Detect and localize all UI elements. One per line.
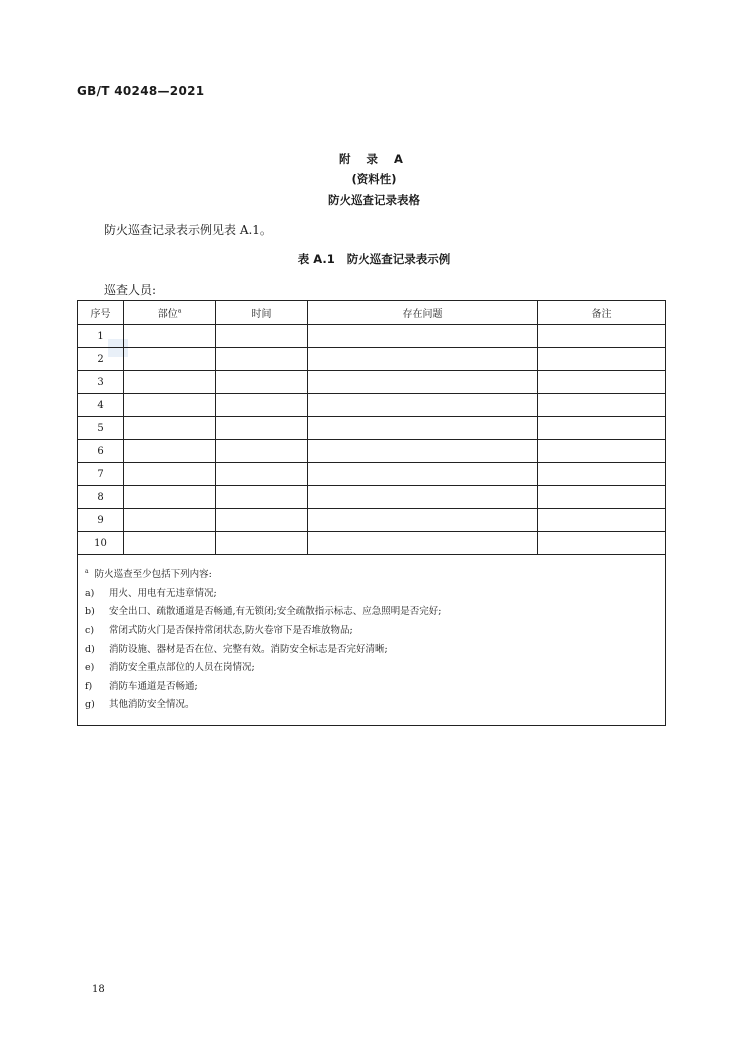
table-row bbox=[78, 532, 666, 555]
cell-remarks[interactable] bbox=[538, 532, 666, 555]
patrol-record-table bbox=[77, 300, 666, 726]
table-row bbox=[78, 417, 666, 440]
table-row bbox=[78, 348, 666, 371]
note-item bbox=[85, 603, 665, 622]
cell-issues[interactable] bbox=[308, 325, 538, 348]
cell-issues[interactable] bbox=[308, 532, 538, 555]
header-issues: 存在问题 bbox=[308, 301, 538, 325]
note-item-label: g) bbox=[85, 699, 95, 711]
row-number: 6 bbox=[78, 440, 124, 463]
cell-remarks[interactable] bbox=[538, 394, 666, 417]
cell-time[interactable] bbox=[216, 532, 308, 555]
cell-issues[interactable] bbox=[308, 348, 538, 371]
header-remarks: 备注 bbox=[538, 301, 666, 325]
cell-issues[interactable] bbox=[308, 486, 538, 509]
table-notes-row bbox=[78, 555, 666, 726]
note-item bbox=[85, 641, 665, 660]
cell-issues[interactable] bbox=[308, 394, 538, 417]
table-row bbox=[78, 486, 666, 509]
table-row bbox=[78, 394, 666, 417]
cell-location[interactable] bbox=[124, 348, 216, 371]
cell-location[interactable] bbox=[124, 417, 216, 440]
table-row bbox=[78, 371, 666, 394]
row-number: 3 bbox=[78, 371, 124, 394]
note-item-text: 用火、用电有无违章情况; bbox=[109, 587, 217, 599]
note-item-text: 消防设施、器材是否在位、完整有效。消防安全标志是否完好清晰; bbox=[109, 643, 388, 655]
cell-issues[interactable] bbox=[308, 440, 538, 463]
cell-issues[interactable] bbox=[308, 463, 538, 486]
row-number: 9 bbox=[78, 509, 124, 532]
annex-subject: 防火巡查记录表格 bbox=[328, 193, 420, 207]
cell-time[interactable] bbox=[216, 486, 308, 509]
note-item-text: 消防安全重点部位的人员在岗情况; bbox=[109, 662, 255, 674]
note-item-label: e) bbox=[85, 662, 95, 674]
note-item-text: 消防车通道是否畅通; bbox=[109, 680, 198, 692]
cell-time[interactable] bbox=[216, 394, 308, 417]
cell-remarks[interactable] bbox=[538, 325, 666, 348]
header-seq: 序号 bbox=[78, 301, 124, 325]
note-footnote-mark: a bbox=[85, 568, 89, 575]
standard-code: GB/T 40248—2021 bbox=[77, 84, 205, 98]
cell-remarks[interactable] bbox=[538, 417, 666, 440]
cell-remarks[interactable] bbox=[538, 440, 666, 463]
note-item-text: 其他消防安全情况。 bbox=[109, 699, 195, 711]
table-title: 防火巡查记录表示例 bbox=[346, 252, 451, 266]
note-item bbox=[85, 585, 665, 604]
cell-location[interactable] bbox=[124, 532, 216, 555]
note-item-text: 安全出口、疏散通道是否畅通,有无锁闭;安全疏散指示标志、应急照明是否完好; bbox=[109, 606, 442, 618]
table-row bbox=[78, 463, 666, 486]
note-item-label: c) bbox=[85, 624, 95, 636]
note-intro-text: 防火巡查至少包括下列内容: bbox=[94, 569, 212, 581]
table-row bbox=[78, 325, 666, 348]
cell-remarks[interactable] bbox=[538, 371, 666, 394]
cell-remarks[interactable] bbox=[538, 463, 666, 486]
note-item bbox=[85, 696, 665, 715]
cell-remarks[interactable] bbox=[538, 348, 666, 371]
row-number: 8 bbox=[78, 486, 124, 509]
note-item bbox=[85, 659, 665, 678]
cell-time[interactable] bbox=[216, 325, 308, 348]
row-number: 5 bbox=[78, 417, 124, 440]
cell-location[interactable] bbox=[124, 486, 216, 509]
note-item-label: f) bbox=[85, 680, 93, 692]
row-number: 4 bbox=[78, 394, 124, 417]
cell-location[interactable] bbox=[124, 440, 216, 463]
cell-issues[interactable] bbox=[308, 371, 538, 394]
row-number: 7 bbox=[78, 463, 124, 486]
cell-time[interactable] bbox=[216, 371, 308, 394]
table-header-row bbox=[78, 301, 666, 325]
row-number: 2 bbox=[78, 348, 124, 371]
intro-text: 防火巡查记录表示例见表 A.1。 bbox=[104, 223, 272, 237]
note-item-text: 常闭式防火门是否保持常闭状态,防火卷帘下是否堆放物品; bbox=[109, 624, 353, 636]
cell-location[interactable] bbox=[124, 371, 216, 394]
table-number: 表 A.1 bbox=[297, 252, 335, 266]
cell-issues[interactable] bbox=[308, 417, 538, 440]
cell-time[interactable] bbox=[216, 417, 308, 440]
cell-location[interactable] bbox=[124, 463, 216, 486]
cell-time[interactable] bbox=[216, 463, 308, 486]
cell-time[interactable] bbox=[216, 348, 308, 371]
page-number: 18 bbox=[92, 984, 105, 995]
annex-title: 附 录 A bbox=[339, 152, 409, 166]
header-location-label: 部位 bbox=[157, 309, 178, 320]
table-notes bbox=[78, 555, 666, 726]
row-number: 1 bbox=[78, 325, 124, 348]
table-row bbox=[78, 509, 666, 532]
table-row bbox=[78, 440, 666, 463]
cell-location[interactable] bbox=[124, 325, 216, 348]
note-item bbox=[85, 678, 665, 697]
row-number: 10 bbox=[78, 532, 124, 555]
cell-time[interactable] bbox=[216, 440, 308, 463]
inspector-label: 巡查人员: bbox=[104, 283, 157, 297]
footnote-mark: a bbox=[177, 307, 182, 315]
cell-remarks[interactable] bbox=[538, 509, 666, 532]
header-location bbox=[124, 301, 216, 325]
cell-location[interactable] bbox=[124, 394, 216, 417]
note-item bbox=[85, 622, 665, 641]
cell-remarks[interactable] bbox=[538, 486, 666, 509]
header-time: 时间 bbox=[216, 301, 308, 325]
note-intro bbox=[85, 563, 665, 585]
table-caption bbox=[0, 251, 748, 267]
cell-location[interactable] bbox=[124, 509, 216, 532]
cell-issues[interactable] bbox=[308, 509, 538, 532]
cell-time[interactable] bbox=[216, 509, 308, 532]
annex-nature: (资料性) bbox=[351, 172, 397, 186]
note-item-label: b) bbox=[85, 606, 95, 618]
note-item-label: a) bbox=[85, 587, 95, 599]
note-item-label: d) bbox=[85, 643, 95, 655]
